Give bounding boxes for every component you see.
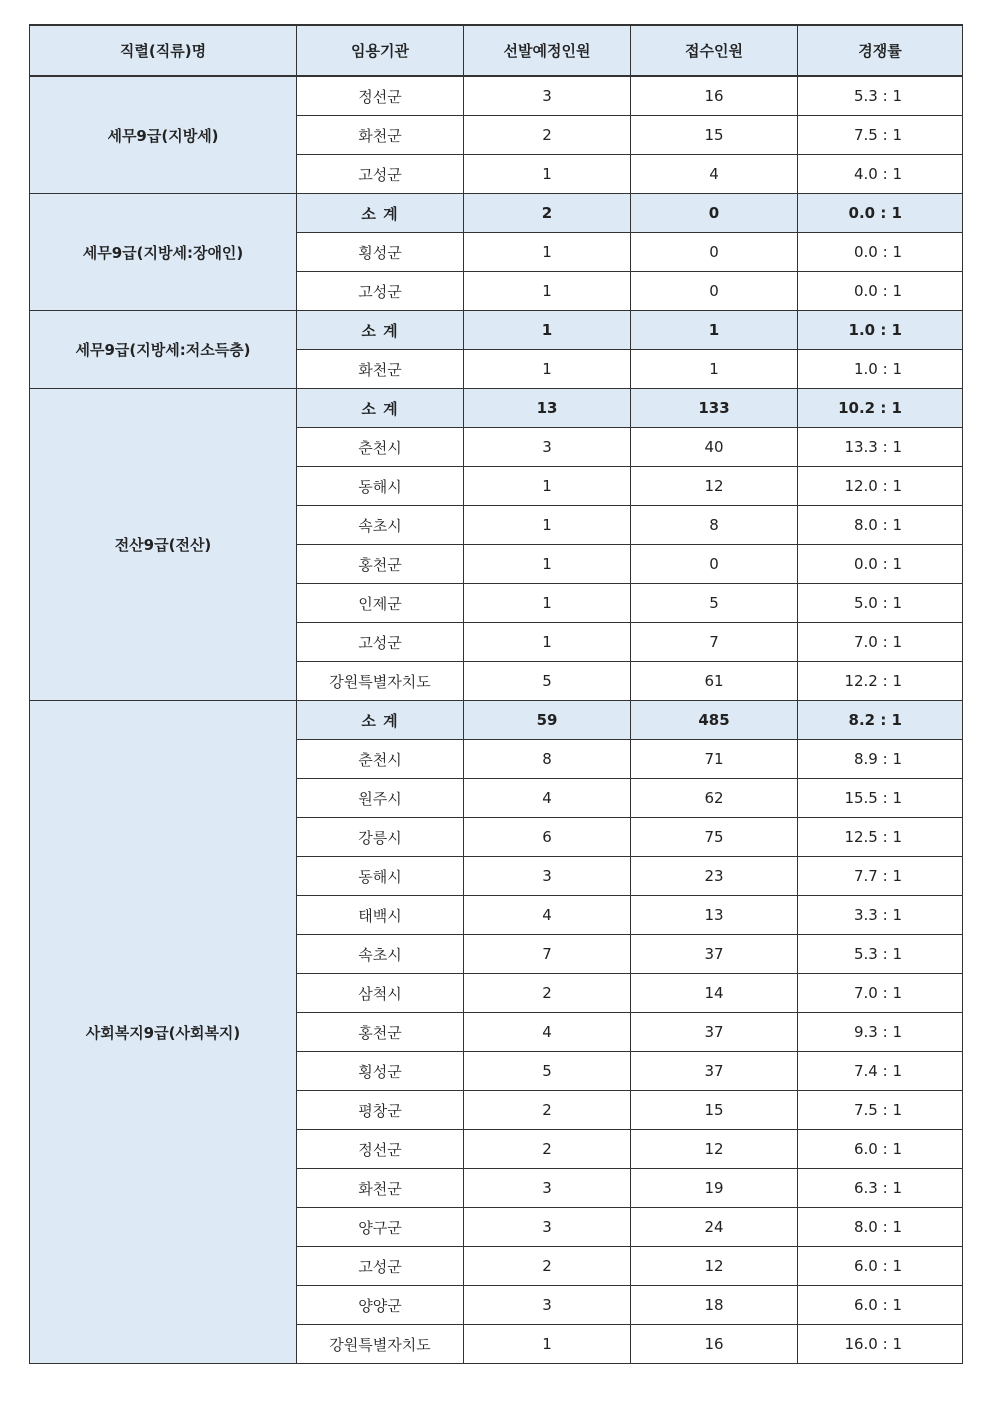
agency-cell: 태백시: [297, 896, 464, 935]
ratio-cell: 10.2 : 1: [798, 389, 963, 428]
ratio-cell: 7.7 : 1: [798, 857, 963, 896]
job-series-cell: 세무9급(지방세:저소득층): [30, 311, 297, 389]
applied-cell: 15: [631, 1091, 798, 1130]
planned-cell: 59: [464, 701, 631, 740]
applied-cell: 16: [631, 76, 798, 116]
applied-cell: 4: [631, 155, 798, 194]
ratio-cell: 6.0 : 1: [798, 1247, 963, 1286]
planned-cell: 3: [464, 76, 631, 116]
applied-cell: 71: [631, 740, 798, 779]
planned-cell: 3: [464, 1286, 631, 1325]
planned-cell: 2: [464, 974, 631, 1013]
ratio-cell: 4.0 : 1: [798, 155, 963, 194]
applied-cell: 485: [631, 701, 798, 740]
planned-cell: 2: [464, 1130, 631, 1169]
applied-cell: 19: [631, 1169, 798, 1208]
header-agency: 임용기관: [297, 25, 464, 76]
applied-cell: 37: [631, 1052, 798, 1091]
applied-cell: 37: [631, 1013, 798, 1052]
applied-cell: 23: [631, 857, 798, 896]
agency-cell: 정선군: [297, 76, 464, 116]
subtotal-row: [30, 701, 963, 740]
ratio-cell: 15.5 : 1: [798, 779, 963, 818]
ratio-cell: 5.3 : 1: [798, 76, 963, 116]
agency-cell: 고성군: [297, 623, 464, 662]
planned-cell: 4: [464, 896, 631, 935]
planned-cell: 1: [464, 467, 631, 506]
planned-cell: 1: [464, 623, 631, 662]
ratio-cell: 1.0 : 1: [798, 311, 963, 350]
job-series-cell: 세무9급(지방세): [30, 76, 297, 194]
planned-cell: 1: [464, 311, 631, 350]
agency-cell: 양양군: [297, 1286, 464, 1325]
planned-cell: 3: [464, 1208, 631, 1247]
agency-cell: 삼척시: [297, 974, 464, 1013]
planned-cell: 7: [464, 935, 631, 974]
ratio-cell: 12.0 : 1: [798, 467, 963, 506]
applied-cell: 1: [631, 311, 798, 350]
agency-cell: 화천군: [297, 1169, 464, 1208]
applied-cell: 5: [631, 584, 798, 623]
agency-cell: 정선군: [297, 1130, 464, 1169]
ratio-cell: 5.3 : 1: [798, 935, 963, 974]
planned-cell: 1: [464, 506, 631, 545]
competition-rate-table: [29, 24, 963, 1364]
agency-cell: 홍천군: [297, 1013, 464, 1052]
planned-cell: 2: [464, 1247, 631, 1286]
planned-cell: 6: [464, 818, 631, 857]
applied-cell: 7: [631, 623, 798, 662]
applied-cell: 18: [631, 1286, 798, 1325]
agency-cell: 속초시: [297, 506, 464, 545]
applied-cell: 0: [631, 194, 798, 233]
agency-cell: 속초시: [297, 935, 464, 974]
agency-cell: 인제군: [297, 584, 464, 623]
planned-cell: 1: [464, 1325, 631, 1364]
job-series-cell: 세무9급(지방세:장애인): [30, 194, 297, 311]
ratio-cell: 5.0 : 1: [798, 584, 963, 623]
planned-cell: 5: [464, 662, 631, 701]
applied-cell: 12: [631, 467, 798, 506]
planned-cell: 4: [464, 1013, 631, 1052]
ratio-cell: 7.0 : 1: [798, 623, 963, 662]
planned-cell: 8: [464, 740, 631, 779]
applied-cell: 1: [631, 350, 798, 389]
ratio-cell: 7.4 : 1: [798, 1052, 963, 1091]
applied-cell: 37: [631, 935, 798, 974]
planned-cell: 4: [464, 779, 631, 818]
job-series-cell: 전산9급(전산): [30, 389, 297, 701]
header-ratio: 경쟁률: [798, 25, 963, 76]
applied-cell: 61: [631, 662, 798, 701]
ratio-cell: 3.3 : 1: [798, 896, 963, 935]
ratio-cell: 13.3 : 1: [798, 428, 963, 467]
ratio-cell: 6.0 : 1: [798, 1286, 963, 1325]
header-job-series: 직렬(직류)명: [30, 25, 297, 76]
table-row: [30, 76, 963, 116]
agency-cell: 고성군: [297, 272, 464, 311]
agency-cell: 홍천군: [297, 545, 464, 584]
applied-cell: 12: [631, 1247, 798, 1286]
agency-cell: 화천군: [297, 350, 464, 389]
applied-cell: 0: [631, 272, 798, 311]
job-series-cell: 사회복지9급(사회복지): [30, 701, 297, 1364]
ratio-cell: 8.0 : 1: [798, 506, 963, 545]
applied-cell: 15: [631, 116, 798, 155]
header-row: [30, 25, 963, 76]
agency-cell: 고성군: [297, 1247, 464, 1286]
subtotal-row: [30, 194, 963, 233]
ratio-cell: 12.5 : 1: [798, 818, 963, 857]
agency-cell: 춘천시: [297, 740, 464, 779]
ratio-cell: 8.0 : 1: [798, 1208, 963, 1247]
ratio-cell: 6.3 : 1: [798, 1169, 963, 1208]
agency-cell: 동해시: [297, 857, 464, 896]
header-applied: 접수인원: [631, 25, 798, 76]
ratio-cell: 8.2 : 1: [798, 701, 963, 740]
planned-cell: 1: [464, 545, 631, 584]
ratio-cell: 6.0 : 1: [798, 1130, 963, 1169]
applied-cell: 40: [631, 428, 798, 467]
ratio-cell: 7.5 : 1: [798, 1091, 963, 1130]
ratio-cell: 1.0 : 1: [798, 350, 963, 389]
ratio-cell: 0.0 : 1: [798, 194, 963, 233]
ratio-cell: 0.0 : 1: [798, 233, 963, 272]
applied-cell: 12: [631, 1130, 798, 1169]
planned-cell: 3: [464, 428, 631, 467]
agency-cell: 평창군: [297, 1091, 464, 1130]
agency-cell: 소 계: [297, 194, 464, 233]
planned-cell: 1: [464, 233, 631, 272]
agency-cell: 고성군: [297, 155, 464, 194]
applied-cell: 16: [631, 1325, 798, 1364]
ratio-cell: 8.9 : 1: [798, 740, 963, 779]
subtotal-row: [30, 311, 963, 350]
ratio-cell: 7.5 : 1: [798, 116, 963, 155]
applied-cell: 0: [631, 233, 798, 272]
applied-cell: 13: [631, 896, 798, 935]
applied-cell: 75: [631, 818, 798, 857]
ratio-cell: 7.0 : 1: [798, 974, 963, 1013]
agency-cell: 양구군: [297, 1208, 464, 1247]
planned-cell: 2: [464, 194, 631, 233]
ratio-cell: 16.0 : 1: [798, 1325, 963, 1364]
agency-cell: 강원특별자치도: [297, 662, 464, 701]
agency-cell: 화천군: [297, 116, 464, 155]
agency-cell: 소 계: [297, 311, 464, 350]
applied-cell: 133: [631, 389, 798, 428]
subtotal-row: [30, 389, 963, 428]
agency-cell: 동해시: [297, 467, 464, 506]
agency-cell: 강원특별자치도: [297, 1325, 464, 1364]
agency-cell: 강릉시: [297, 818, 464, 857]
planned-cell: 1: [464, 350, 631, 389]
applied-cell: 0: [631, 545, 798, 584]
applied-cell: 62: [631, 779, 798, 818]
agency-cell: 소 계: [297, 389, 464, 428]
table-body: [30, 76, 963, 1364]
planned-cell: 3: [464, 1169, 631, 1208]
agency-cell: 소 계: [297, 701, 464, 740]
planned-cell: 2: [464, 1091, 631, 1130]
planned-cell: 2: [464, 116, 631, 155]
applied-cell: 14: [631, 974, 798, 1013]
planned-cell: 5: [464, 1052, 631, 1091]
planned-cell: 3: [464, 857, 631, 896]
planned-cell: 1: [464, 272, 631, 311]
planned-cell: 1: [464, 584, 631, 623]
ratio-cell: 0.0 : 1: [798, 272, 963, 311]
applied-cell: 8: [631, 506, 798, 545]
agency-cell: 춘천시: [297, 428, 464, 467]
planned-cell: 1: [464, 155, 631, 194]
header-planned: 선발예정인원: [464, 25, 631, 76]
agency-cell: 횡성군: [297, 1052, 464, 1091]
planned-cell: 13: [464, 389, 631, 428]
ratio-cell: 12.2 : 1: [798, 662, 963, 701]
agency-cell: 횡성군: [297, 233, 464, 272]
agency-cell: 원주시: [297, 779, 464, 818]
ratio-cell: 9.3 : 1: [798, 1013, 963, 1052]
ratio-cell: 0.0 : 1: [798, 545, 963, 584]
applied-cell: 24: [631, 1208, 798, 1247]
